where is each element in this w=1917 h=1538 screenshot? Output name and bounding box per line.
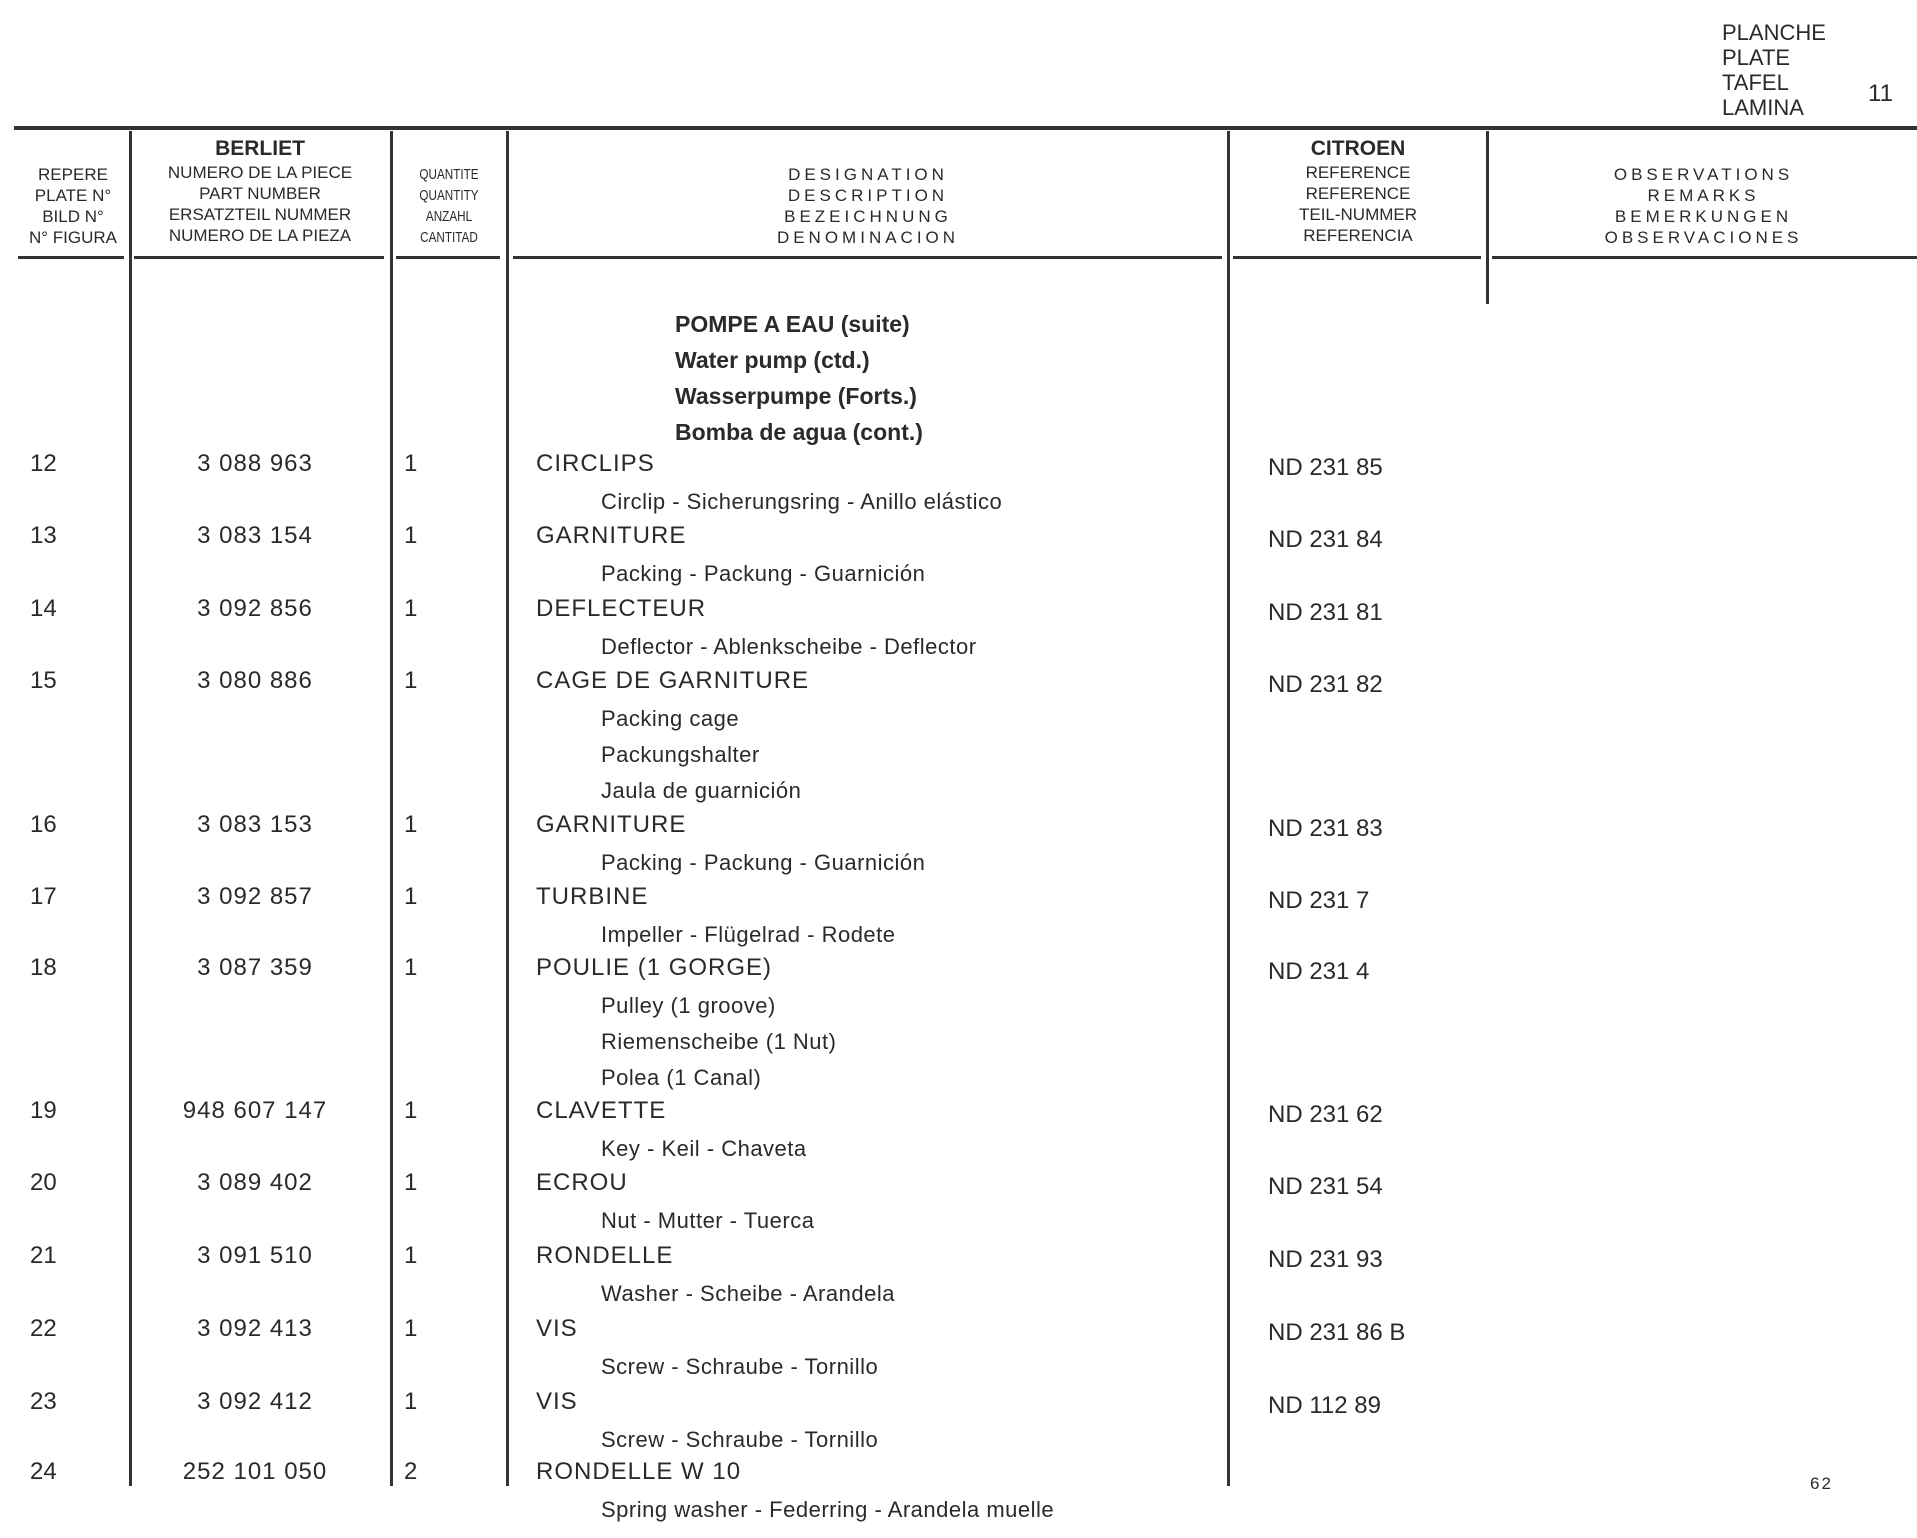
quantity-cell: 2 <box>404 1458 418 1485</box>
part-number-cell: 3 083 153 <box>197 811 313 838</box>
citroen-ref-cell: ND 231 54 <box>1268 1173 1383 1200</box>
quantity-cell: 1 <box>404 883 418 910</box>
header-line: NUMERO DE LA PIECE <box>167 163 353 182</box>
table-row <box>0 450 1917 514</box>
plate-label-fr: PLANCHE <box>1722 20 1826 45</box>
part-number-cell: 3 087 359 <box>197 954 313 981</box>
repere-cell: 15 <box>30 667 57 694</box>
quantity-cell: 1 <box>404 1242 418 1269</box>
part-number-cell: 3 092 856 <box>197 595 313 622</box>
designation-cell: RONDELLE <box>536 1242 674 1269</box>
header-line: PART NUMBER <box>199 184 321 203</box>
header-designation <box>510 164 1226 248</box>
citroen-ref-cell: ND 231 85 <box>1268 454 1383 481</box>
citroen-ref-cell: ND 231 84 <box>1268 526 1383 553</box>
header-line: ERSATZTEIL NUMMER <box>168 205 352 224</box>
designation-cell: DEFLECTEUR <box>536 595 707 622</box>
quantity-cell: 1 <box>404 1169 418 1196</box>
header-line: REPERE <box>38 165 108 184</box>
part-number-cell: 3 089 402 <box>197 1169 313 1196</box>
header-berliet <box>133 136 387 246</box>
repere-cell: 24 <box>30 1458 57 1485</box>
table-row <box>0 954 1917 1018</box>
quantity-cell: 1 <box>404 522 418 549</box>
quantity-cell: 1 <box>404 450 418 477</box>
plate-label-en: PLATE <box>1722 45 1791 70</box>
section-title <box>675 306 923 450</box>
table-row <box>0 1458 1917 1522</box>
citroen-ref-cell: ND 231 83 <box>1268 815 1383 842</box>
plate-label-de: TAFEL <box>1722 70 1789 95</box>
designation-cell: GARNITURE <box>536 811 687 838</box>
translation-line: Jaula de guarnición <box>601 778 802 803</box>
header-line: NUMERO DE LA PIEZA <box>168 226 352 245</box>
header-line: REFERENCE <box>1305 184 1411 203</box>
header-citroen <box>1231 136 1485 246</box>
header-line: ANZAHL <box>425 208 473 225</box>
header-line: PLATE N° <box>34 186 112 205</box>
designation-cell: RONDELLE W 10 <box>536 1458 742 1485</box>
citroen-ref-cell: ND 231 86 B <box>1268 1319 1406 1346</box>
designation-cell: CAGE DE GARNITURE <box>536 667 810 694</box>
header-line: DESIGNATION <box>788 165 948 184</box>
translation-line: Polea (1 Canal) <box>601 1065 762 1090</box>
table-top-rule <box>14 126 1917 130</box>
header-line: REFERENCIA <box>1303 226 1413 245</box>
repere-cell: 23 <box>30 1388 57 1415</box>
part-number-cell: 3 088 963 <box>197 450 313 477</box>
citroen-ref-cell: ND 231 4 <box>1268 958 1370 985</box>
designation-cell: VIS <box>536 1388 578 1415</box>
table-row <box>0 1315 1917 1379</box>
section-title-fr: POMPE A EAU (suite) <box>675 311 910 337</box>
translation-cell: Packing - Packung - Guarnición <box>601 561 926 586</box>
quantity-cell: 1 <box>404 1097 418 1124</box>
repere-cell: 21 <box>30 1242 57 1269</box>
translation-cell: Packing cage <box>601 706 740 731</box>
header-underline <box>134 256 384 259</box>
header-underline <box>513 256 1222 259</box>
header-underline <box>396 256 500 259</box>
translation-cell: Packing - Packung - Guarnición <box>601 850 926 875</box>
plate-label <box>1722 20 1826 120</box>
header-observations <box>1490 164 1917 248</box>
header-quantity <box>394 164 504 248</box>
table-row <box>0 667 1917 731</box>
header-line: QUANTITY <box>419 187 479 204</box>
designation-cell: VIS <box>536 1315 578 1342</box>
repere-cell: 17 <box>30 883 57 910</box>
translation-cell: Screw - Schraube - Tornillo <box>601 1354 879 1379</box>
part-number-cell: 3 092 857 <box>197 883 313 910</box>
table-row <box>0 1169 1917 1233</box>
header-repere <box>18 164 128 248</box>
repere-cell: 13 <box>30 522 57 549</box>
translation-cell: Circlip - Sicherungsring - Anillo elástico <box>601 489 1003 514</box>
repere-cell: 18 <box>30 954 57 981</box>
designation-cell: ECROU <box>536 1169 628 1196</box>
translation-line: Riemenscheibe (1 Nut) <box>601 1029 837 1054</box>
quantity-cell: 1 <box>404 595 418 622</box>
repere-cell: 12 <box>30 450 57 477</box>
citroen-ref-cell: ND 231 62 <box>1268 1101 1383 1128</box>
table-row <box>0 811 1917 875</box>
repere-cell: 14 <box>30 595 57 622</box>
quantity-cell: 1 <box>404 954 418 981</box>
table-row <box>0 522 1917 586</box>
designation-cell: CLAVETTE <box>536 1097 667 1124</box>
header-underline <box>1492 256 1917 259</box>
part-number-cell: 3 083 154 <box>197 522 313 549</box>
header-underline <box>1233 256 1481 259</box>
table-row <box>0 1242 1917 1306</box>
table-row <box>0 883 1917 947</box>
section-title-de: Wasserpumpe (Forts.) <box>675 383 917 409</box>
repere-cell: 16 <box>30 811 57 838</box>
quantity-cell: 1 <box>404 667 418 694</box>
plate-number: 11 <box>1868 80 1893 107</box>
part-number-cell: 252 101 050 <box>182 1458 328 1485</box>
citroen-ref-cell: ND 112 89 <box>1268 1392 1381 1419</box>
part-number-cell: 3 080 886 <box>197 667 313 694</box>
table-row <box>0 1388 1917 1452</box>
citroen-ref-cell: ND 231 82 <box>1268 671 1383 698</box>
header-line: REMARKS <box>1647 186 1760 205</box>
header-line: BILD N° <box>42 207 104 226</box>
quantity-cell: 1 <box>404 1315 418 1342</box>
citroen-ref-cell: ND 231 93 <box>1268 1246 1383 1273</box>
header-line: OBSERVACIONES <box>1604 228 1803 247</box>
header-underline <box>18 256 124 259</box>
citroen-ref-cell: ND 231 81 <box>1268 599 1383 626</box>
translation-cell: Nut - Mutter - Tuerca <box>601 1208 815 1233</box>
part-number-cell: 948 607 147 <box>182 1097 328 1124</box>
page-number: 62 <box>1810 1474 1833 1493</box>
repere-cell: 19 <box>30 1097 57 1124</box>
designation-cell: GARNITURE <box>536 522 687 549</box>
part-number-cell: 3 092 413 <box>197 1315 313 1342</box>
designation-cell: POULIE (1 GORGE) <box>536 954 773 981</box>
section-title-es: Bomba de agua (cont.) <box>675 419 923 445</box>
part-number-cell: 3 092 412 <box>197 1388 313 1415</box>
header-line: TEIL-NUMMER <box>1298 205 1418 224</box>
header-line: N° FIGURA <box>28 228 118 247</box>
header-line: OBSERVATIONS <box>1613 165 1794 184</box>
repere-cell: 22 <box>30 1315 57 1342</box>
table-row <box>0 595 1917 659</box>
quantity-cell: 1 <box>404 1388 418 1415</box>
citroen-ref-cell: ND 231 7 <box>1268 887 1370 914</box>
header-line: DESCRIPTION <box>787 186 949 205</box>
repere-cell: 20 <box>30 1169 57 1196</box>
table-row <box>0 1097 1917 1161</box>
translation-cell: Impeller - Flügelrad - Rodete <box>601 922 896 947</box>
citroen-brand: CITROEN <box>1310 137 1406 160</box>
column-divider <box>1486 131 1489 304</box>
quantity-cell: 1 <box>404 811 418 838</box>
translation-line: Packungshalter <box>601 742 760 767</box>
berliet-brand: BERLIET <box>215 137 305 160</box>
plate-label-es: LAMINA <box>1722 95 1804 120</box>
header-line: DENOMINACION <box>776 228 960 247</box>
header-line: REFERENCE <box>1305 163 1411 182</box>
designation-cell: TURBINE <box>536 883 649 910</box>
header-line: QUANTITE <box>419 166 479 183</box>
header-line: BEMERKUNGEN <box>1614 207 1793 226</box>
translation-cell: Key - Keil - Chaveta <box>601 1136 807 1161</box>
translation-cell: Pulley (1 groove) <box>601 993 776 1018</box>
translation-cell: Spring washer - Federring - Arandela muelle <box>601 1497 1055 1522</box>
translation-cell: Screw - Schraube - Tornillo <box>601 1427 879 1452</box>
translation-cell: Washer - Scheibe - Arandela <box>601 1281 895 1306</box>
header-line: BEZEICHNUNG <box>784 207 952 226</box>
designation-cell: CIRCLIPS <box>536 450 655 477</box>
part-number-cell: 3 091 510 <box>197 1242 313 1269</box>
section-title-en: Water pump (ctd.) <box>675 347 870 373</box>
translation-cell: Deflector - Ablenkscheibe - Deflector <box>601 634 977 659</box>
header-line: CANTITAD <box>420 229 478 246</box>
